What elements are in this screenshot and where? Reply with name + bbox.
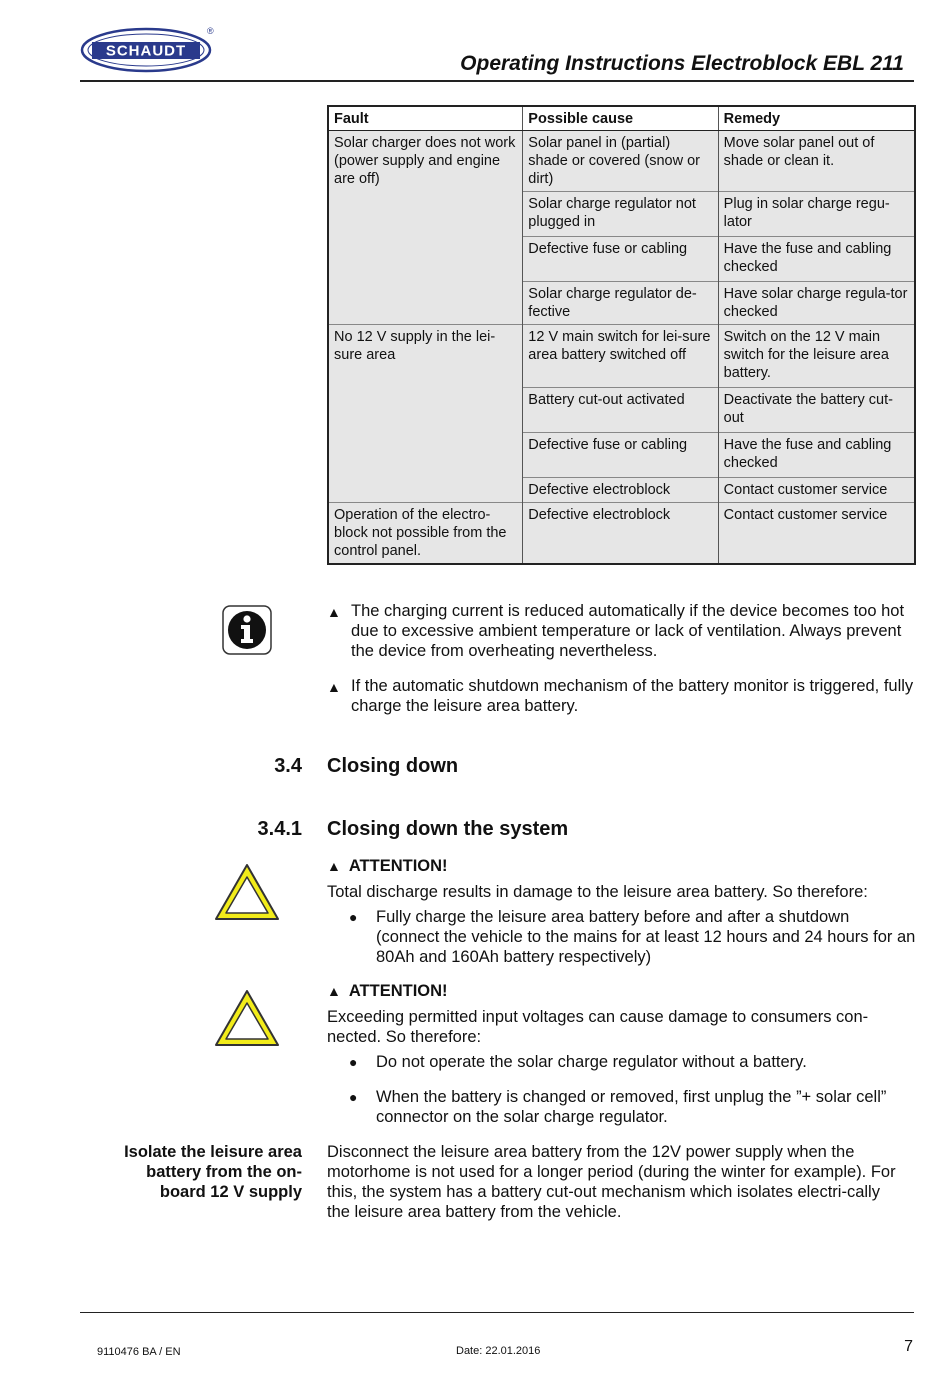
section-title: Closing down <box>327 755 459 777</box>
warning-text: Exceeding permitted input voltages can cause damage to consumers con-nected. So therefore: <box>327 1008 869 1046</box>
warning-triangle-icon <box>213 988 281 1048</box>
cause-cell: Solar charge regulator not plugged in <box>523 192 718 237</box>
remedy-cell: Have solar charge regula-tor checked <box>718 282 915 325</box>
isolate-text: Disconnect the leisure area battery from the 12V power supply when the motorhome is not used for a longer period (during the winter for example). For this, the system has a battery cut-out mechanism which isolates electri-cally the leisure area battery from the vehicle. <box>327 1143 896 1221</box>
table-row <box>328 503 915 565</box>
attention-text: ATTENTION! <box>348 857 448 875</box>
triangle-bullet-icon: ▲ <box>327 983 341 999</box>
attention-label <box>327 857 448 876</box>
registered-mark: ® <box>207 26 214 36</box>
warning-text: Total discharge results in damage to the leisure area battery. So therefore: <box>327 883 868 901</box>
warning-triangle-icon <box>213 862 281 922</box>
cause-cell: Battery cut-out activated <box>523 388 718 433</box>
header-cause: Possible cause <box>523 106 718 131</box>
remedy-cell: Contact customer service <box>718 478 915 503</box>
fault-cell: No 12 V supply in the lei-sure area <box>328 325 523 503</box>
fault-cell: Operation of the electro-block not possible from the control panel. <box>328 503 523 565</box>
table-header-row <box>328 106 915 131</box>
list-item <box>327 907 916 969</box>
bullet-dot-icon: ● <box>349 1089 358 1105</box>
schaudt-logo <box>80 24 214 74</box>
margin-heading: Isolate the leisure area battery from the on-board 12 V supply <box>124 1143 302 1201</box>
list-item <box>327 1087 907 1129</box>
subsection-number: 3.4.1 <box>257 818 302 840</box>
remedy-cell: Deactivate the battery cut-out <box>718 388 915 433</box>
cause-cell: Defective electroblock <box>523 503 718 565</box>
remedy-cell: Contact customer service <box>718 503 915 565</box>
table-row <box>328 325 915 388</box>
header-fault: Fault <box>328 106 523 131</box>
list-item-text: Do not operate the solar charge regulator without a battery. <box>376 1053 807 1071</box>
triangle-bullet-icon: ▲ <box>327 679 341 695</box>
subsection-title: Closing down the system <box>327 818 569 840</box>
remedy-cell: Move solar panel out of shade or clean it. <box>718 131 915 192</box>
header-rule <box>80 80 914 82</box>
note-shutdown <box>327 676 917 718</box>
document-number: 9110476 BA / EN <box>97 1346 181 1358</box>
document-title: Operating Instructions Electroblock EBL 211 <box>460 52 904 75</box>
fault-table <box>327 105 916 565</box>
cause-cell: 12 V main switch for lei-sure area battery switched off <box>523 325 718 388</box>
bullet-dot-icon: ● <box>349 1054 358 1070</box>
fault-cell: Solar charger does not work (power supply and engine are off) <box>328 131 523 325</box>
remedy-cell: Have the fuse and cabling checked <box>718 433 915 478</box>
header-remedy: Remedy <box>718 106 915 131</box>
list-item <box>327 1052 907 1074</box>
section-number: 3.4 <box>274 755 302 777</box>
triangle-bullet-icon: ▲ <box>327 604 341 620</box>
note-text: The charging current is reduced automatically if the device becomes too hot due to excessive ambient temperature or lack of ventilation. Always prevent the device from overheating nevertheless. <box>351 602 905 660</box>
cause-cell: Defective fuse or cabling <box>523 433 718 478</box>
list-item-text: When the battery is changed or removed, first unplug the ”+ solar cell” connector on the solar charge regulator. <box>376 1088 887 1126</box>
cause-cell: Defective electroblock <box>523 478 718 503</box>
footer-rule <box>80 1312 914 1313</box>
bullet-dot-icon: ● <box>349 909 358 925</box>
remedy-cell: Switch on the 12 V main switch for the leisure area battery. <box>718 325 915 388</box>
page-number: 7 <box>904 1338 913 1355</box>
list-item-text: Fully charge the leisure area battery before and after a shutdown (connect the vehicle to the mains for at least 12 hours and 24 hours for an 80Ah and 160Ah battery respectively) <box>376 908 916 966</box>
table-row <box>328 131 915 192</box>
logo-text: SCHAUDT <box>105 42 187 60</box>
footer-date: Date: 22.01.2016 <box>456 1345 541 1357</box>
remedy-cell: Plug in solar charge regu-lator <box>718 192 915 237</box>
cause-cell: Solar panel in (partial) shade or covered (snow or dirt) <box>523 131 718 192</box>
cause-cell: Defective fuse or cabling <box>523 237 718 282</box>
attention-label <box>327 982 448 1001</box>
note-overheating <box>327 601 917 663</box>
note-text: If the automatic shutdown mechanism of the battery monitor is triggered, fully charge the leisure area battery. <box>351 677 914 715</box>
attention-text: ATTENTION! <box>348 982 448 1000</box>
remedy-cell: Have the fuse and cabling checked <box>718 237 915 282</box>
triangle-bullet-icon: ▲ <box>327 858 341 874</box>
info-icon <box>222 605 272 655</box>
cause-cell: Solar charge regulator de-fective <box>523 282 718 325</box>
